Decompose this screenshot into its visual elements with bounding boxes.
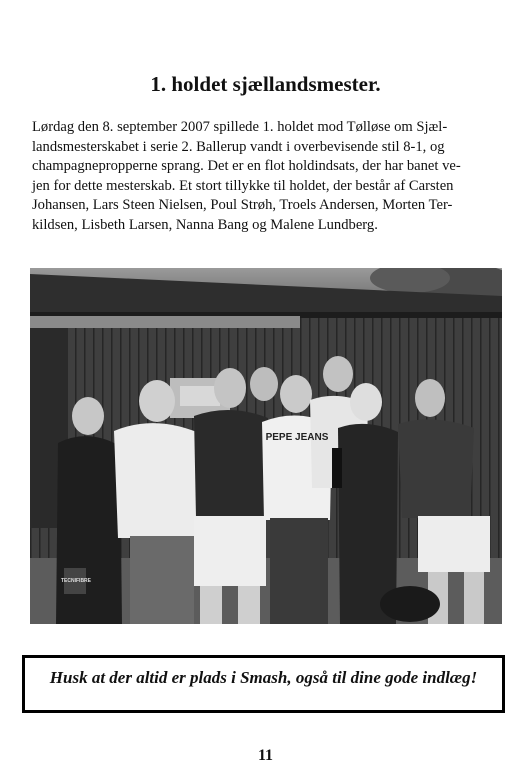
photo-shirt-print: PEPE JEANS: [265, 432, 329, 443]
body-line: champagnepropperne sprang. Det er en flot holdindsats, der har banet ve-: [32, 158, 461, 174]
article-body: [32, 118, 499, 235]
body-line: kildsen, Lisbeth Larsen, Nanna Bang og Malene Lundberg.: [32, 216, 378, 233]
notice-text: Husk at der altid er plads i Smash, også til dine gode indlæg!: [49, 668, 478, 687]
page-title: 1. holdet sjællandsmester.: [150, 72, 381, 96]
team-photo-illustration: [30, 268, 502, 624]
body-line: jen for dette mesterskab. Et stort tillykke til holdet, der består af Carsten: [32, 177, 454, 194]
body-line: Johansen, Lars Steen Nielsen, Poul Strøh, Troels Andersen, Morten Ter-: [32, 197, 453, 213]
page-number: 11: [257, 747, 274, 764]
notice-box: [22, 655, 505, 713]
team-photo: [30, 268, 502, 624]
photo-shorts-print: TECNIFIBRE: [61, 578, 91, 584]
body-line: landsmesterskabet i serie 2. Ballerup vandt i overbevisende stil 8-1, og: [32, 138, 445, 155]
body-line: Lørdag den 8. september 2007 spillede 1. holdet mod Tølløse om Sjæl-: [32, 119, 448, 135]
